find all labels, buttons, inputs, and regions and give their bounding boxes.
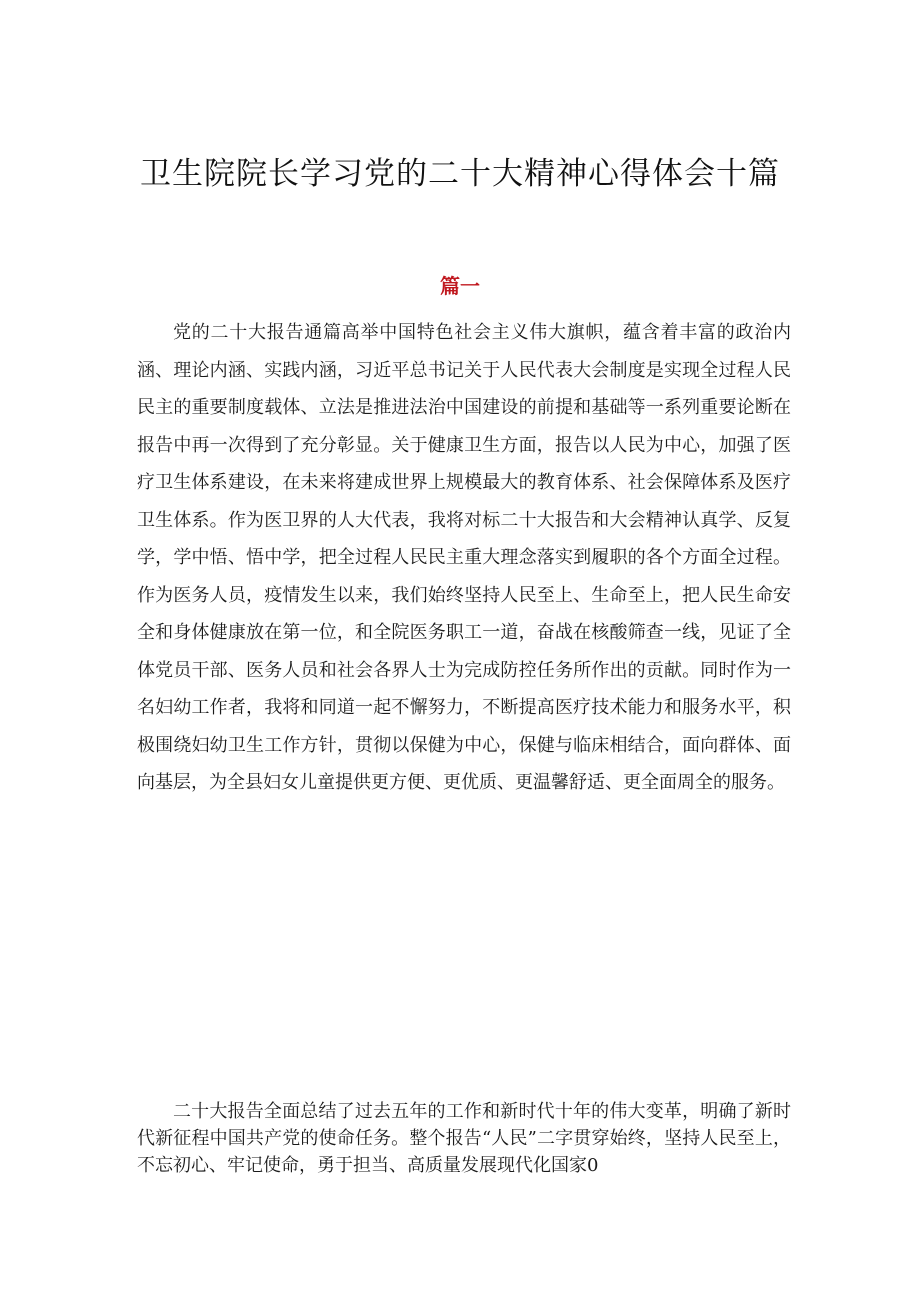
body-paragraph-1: 党的二十大报告通篇高举中国特色社会主义伟大旗帜，蕴含着丰富的政治内涵、理论内涵、实践内涵，习近平总书记关于人民代表大会制度是实现全过程人民民主的重要制度载体、立法是推进法治中国建设的前提和基础等一系列重要论断在报告中再一次得到了充分彰显。关于健康卫生方面，报告以人民为中心，加强了医疗卫生体系建设，在未来将建成世界上规模最大的教育体系、社会保障体系及医疗卫生体系。作为医卫界的人大代表，我将对标二十大报告和大会精神认真学、反复学，学中悟、悟中学，把全过程人民民主重大理念落实到履职的各个方面全过程。作为医务人员，疫情发生以来，我们始终坚持人民至上、生命至上，把人民生命安全和身体健康放在第一位，和全院医务职工一道，奋战在核酸筛查一线，见证了全体党员干部、医务人员和社会各界人士为完成防控任务所作出的贡献。同时作为一名妇幼工作者，我将和同道一起不懈努力，不断提高医疗技术能力和服务水平，积极围绕妇幼卫生工作方针，贯彻以保健为中心，保健与临床相结合，面向群体、面向基层，为全县妇女儿童提供更方便、更优质、更温馨舒适、更全面周全的服务。 xyxy=(137,322,791,793)
document-title: 卫生院院长学习党的二十大精神心得体会十篇 xyxy=(140,156,780,192)
section-heading: 篇一 xyxy=(440,274,480,298)
body-paragraph-2: 二十大报告全面总结了过去五年的工作和新时代十年的伟大变革，明确了新时代新征程中国共产党的使命任务。整个报告“人民”二字贯穿始终，坚持人民至上，不忘初心、牢记使命，勇于担当、高质量发展现代化国家0 xyxy=(137,1101,791,1176)
